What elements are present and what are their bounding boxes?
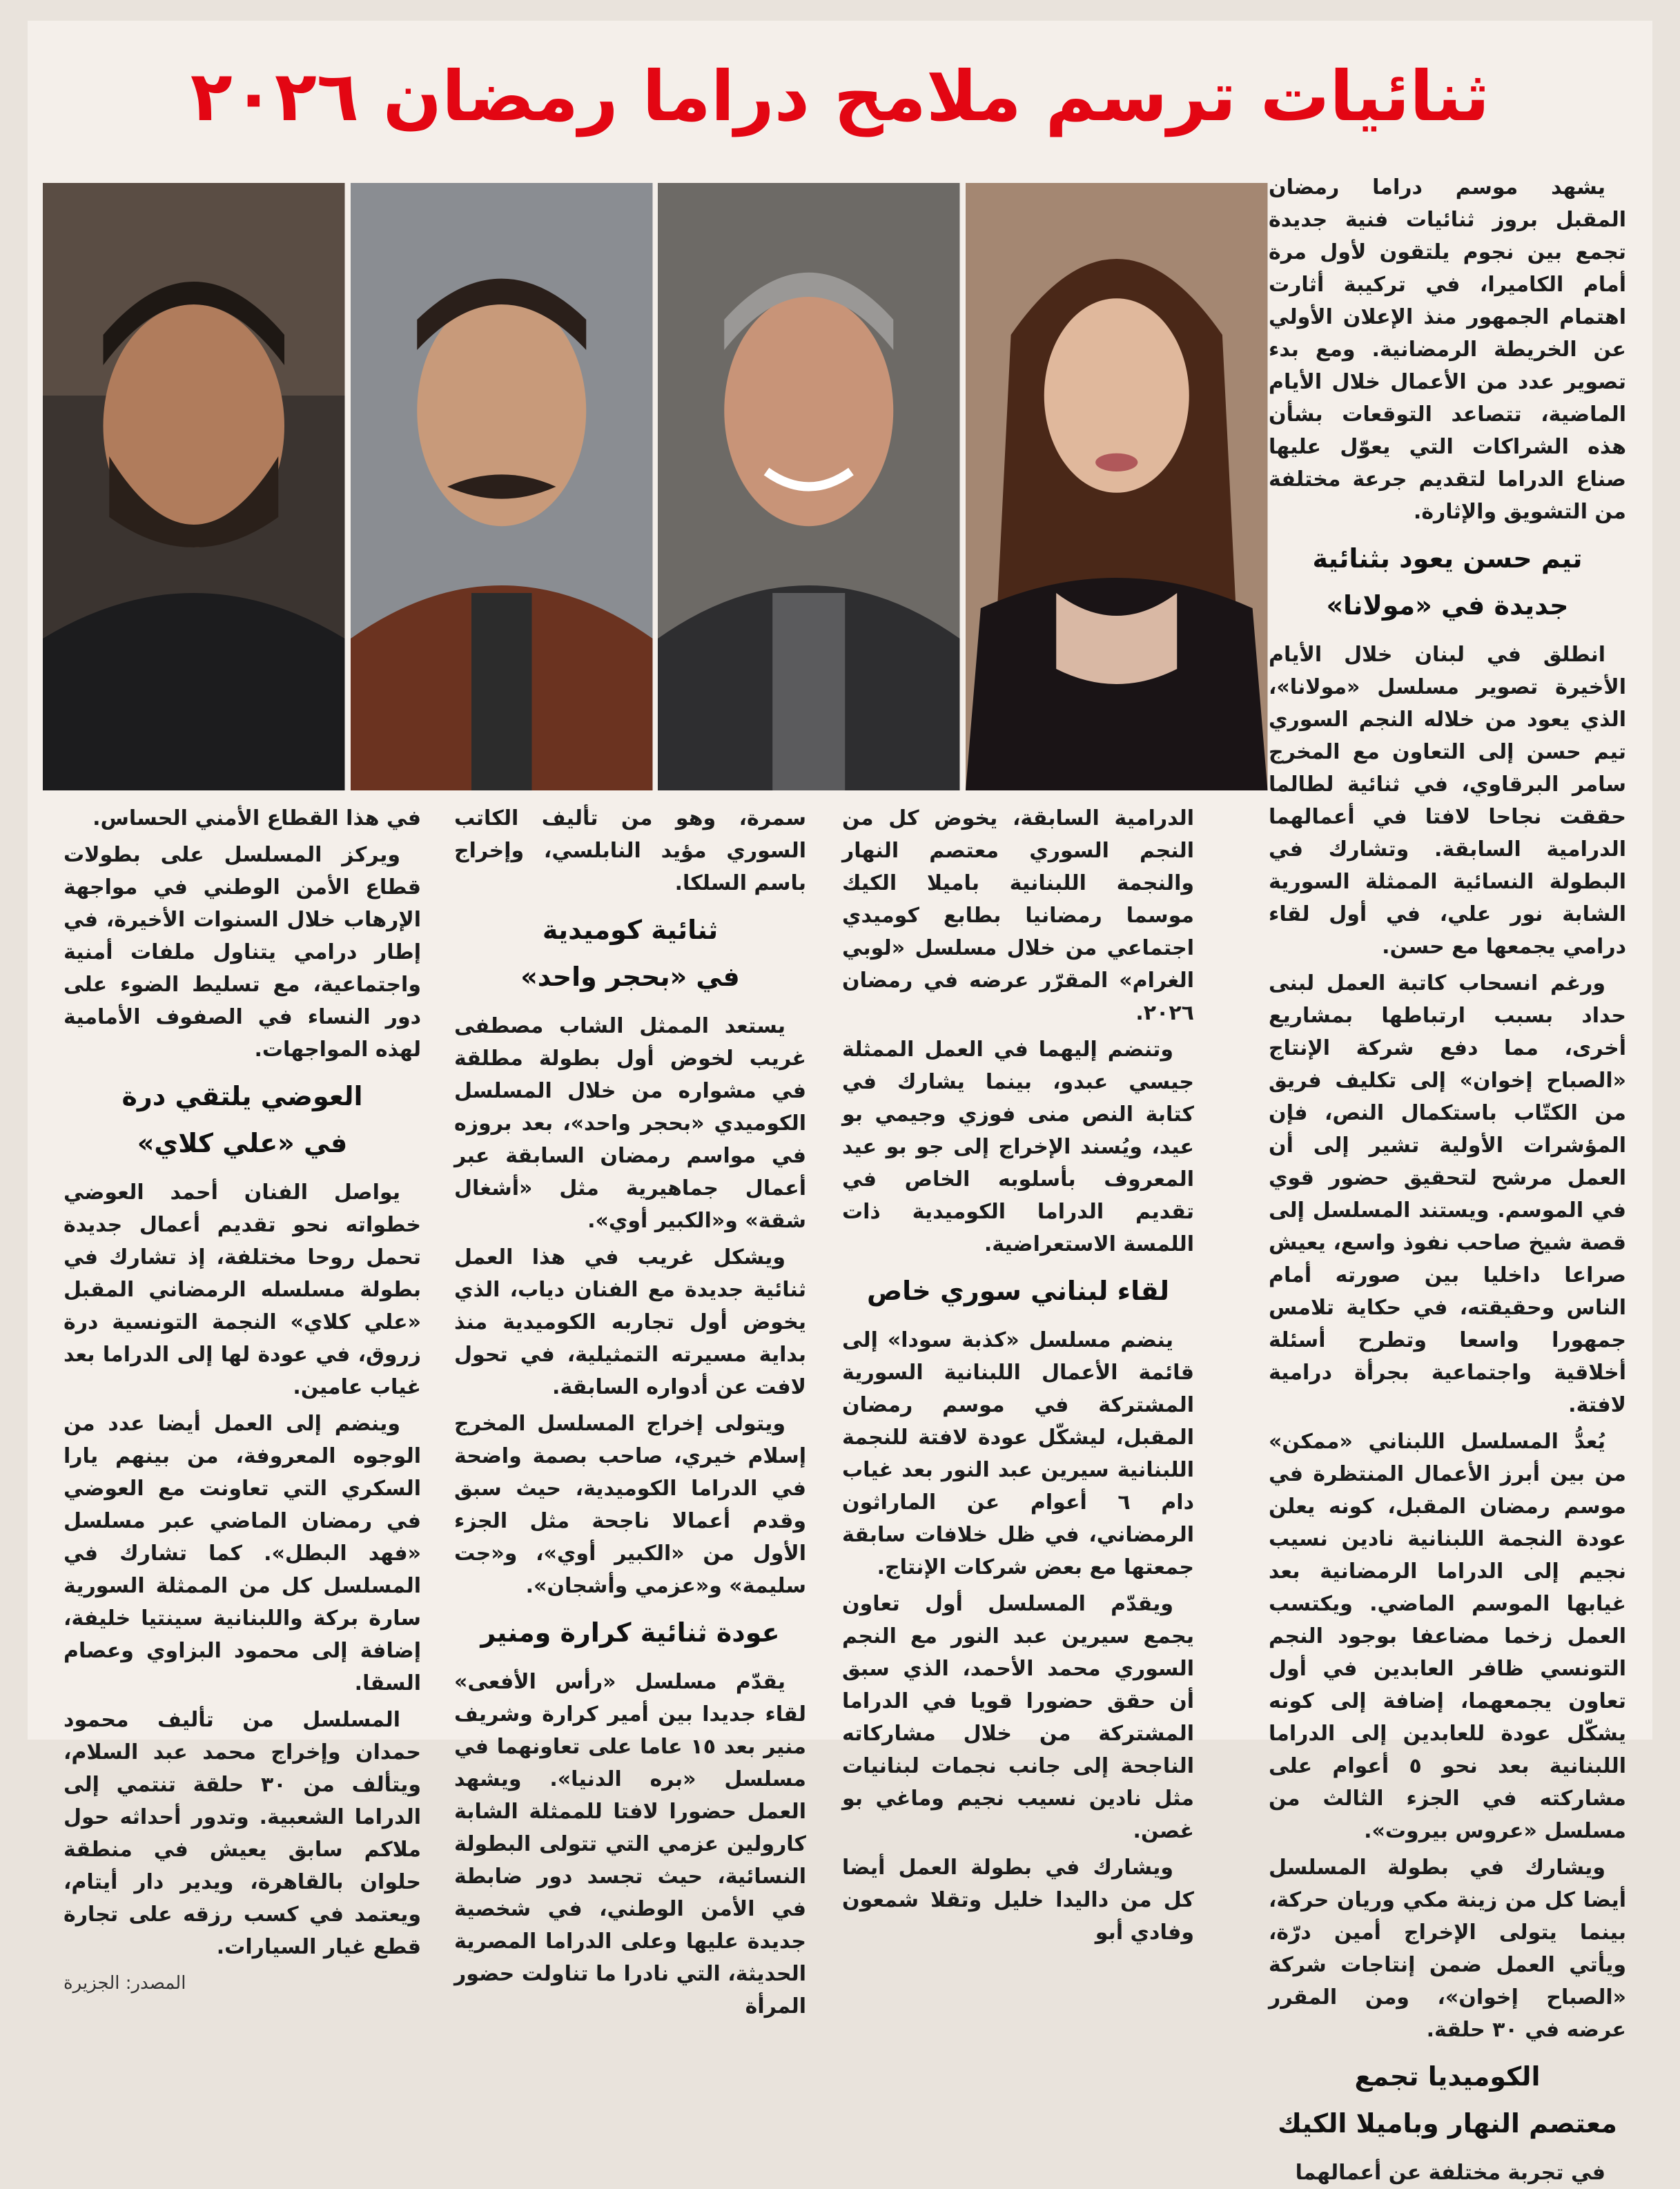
subheading-comedy-duo (454, 906, 806, 1000)
paragraph: يُعدُّ المسلسل اللبناني «ممكن» من بين أبرز الأعمال المنتظرة في موسم رمضان المقبل، كونه يعلن عودة النجمة اللبنانية نادين نسيب نجيم إلى الدراما الرمضانية بعد غيابها الموسم الماضي. ويكتسب العمل زخما مضاعفا بوجود النجم التونسي ظافر العابدين في أول تعاون يجمعهما، إضافة إلى كونه يشكّل عودة للعابدين إلى الدراما اللبنانية بعد نحو ٥ أعوام على مشاركته في الجزء الثالث من مسلسل «عروس بيروت». (1269, 1430, 1626, 1843)
portrait-man-mustache-leather-jacket-icon (351, 183, 653, 790)
subheading-line-1: ثنائية كوميدية (542, 915, 719, 945)
paragraph: وينضم إلى العمل أيضا عدد من الوجوه المعروفة، من بينهم يارا السكري التي تعاونت مع العوضي في رمضان الماضي عبر مسلسل «فهد البطل». كما تشارك في المسلسل كل من الممثلة السورية سارة بركة واللبنانية سينتيا خليفة، إضافة إلى محمود البزاوي وعصام السقا. (64, 1412, 421, 1695)
subheading-line-1: الكوميديا تجمع (1354, 2061, 1541, 2092)
subheading-taim-hassan (1269, 535, 1626, 629)
subheading-line-1: العوضي يلتقي درة (121, 1081, 363, 1111)
subheading-line-2: في «بحجر واحد» (520, 962, 740, 992)
paragraph: ينضم مسلسل «كذبة سودا» إلى قائمة الأعمال اللبنانية السورية المشتركة في موسم رمضان المقبل، ليشكّل عودة لافتة للنجمة اللبنانية سيرين عبد النور بعد غياب دام ٦ أعوام عن الماراثون الرمضاني، في ظل خلافات سابقة جمعتها مع بعض شركات الإنتاج. (842, 1328, 1194, 1579)
paragraph: في هذا القطاع الأمني الحساس. (92, 806, 421, 830)
paragraph: ويقدّم المسلسل أول تعاون يجمع سيرين عبد النور مع النجم السوري محمد الأحمد، الذي سبق أن حقق حضورا قويا في الدراما المشتركة من خلال مشاركاته الناجحة إلى جانب نجمات لبنانيات مثل نادين نسيب نجيم وماغي بو غصن. (842, 1592, 1194, 1843)
paragraph: سمرة، وهو من تأليف الكاتب السوري مؤيد النابلسي، وإخراج باسم السلكا. (454, 806, 806, 895)
photo-actress (966, 183, 1268, 790)
subheading-line-1: تيم حسن يعود بثنائية (1312, 543, 1583, 574)
paragraph: في تجربة مختلفة عن أعمالهما (1295, 2161, 1605, 2185)
newspaper-page (28, 21, 1652, 2185)
paragraph: ويركز المسلسل على بطولات قطاع الأمن الوطني في مواجهة الإرهاب خلال السنوات الأخيرة، في إطار درامي يتناول ملفات أمنية واجتماعية، مع تسليط الضوء على دور النساء في الصفوف الأمامية لهذه المواجهات. (64, 843, 421, 1062)
column-left (64, 802, 422, 1994)
paragraph: المسلسل من تأليف محمود حمدان وإخراج محمد عبد السلام، ويتألف من ٣٠ حلقة تنتمي إلى الدراما الشعبية. وتدور أحداثه حول ملاكم سابق يعيش في منطقة حلوان بالقاهرة، ويدير دار أيتام، ويعتمد في كسب رزقه على تجارة قطع غيار السيارات. (64, 1708, 422, 1959)
paragraph: ويشكل غريب في هذا العمل ثنائية جديدة مع الفنان دياب، الذي يخوض أول تجاربه الكوميدية منذ بداية مسيرته التمثيلية، في تحول لافت عن أدواره السابقة. (454, 1245, 806, 1399)
portrait-man-curly-hair-beard-icon (43, 183, 345, 790)
paragraph: الدرامية السابقة، يخوض كل من النجم السوري معتصم النهار والنجمة اللبنانية باميلا الكيك موسما رمضانيا بطابع كوميدي اجتماعي من خلال مسلسل «لوبي الغرام» المقرّر عرضه في رمضان ٢٠٢٦. (842, 806, 1194, 1025)
paragraph: يستعد الممثل الشاب مصطفى غريب لخوض أول بطولة مطلقة في مشواره من خلال المسلسل الكوميدي «بحجر واحد»، بعد بروزه في مواسم رمضان السابقة عبر أعمال جماهيرية مثل «أشغال شقة» و«الكبير أوي». (454, 1014, 806, 1233)
intro-paragraph: يشهد موسم دراما رمضان المقبل بروز ثنائيات فنية جديدة تجمع بين نجوم يلتقون لأول مرة أمام الكاميرا، في تركيبة أثارت اهتمام الجمهور منذ الإعلان الأولي عن الخريطة الرمضانية. ومع بدء تصوير عدد من الأعمال خلال الأيام الماضية، تتصاعد التوقعات بشأن هذه الشراكات التي يعوّل عليها صناع الدراما لتقديم جرعة مختلفة من التشويق والإثارة. (1269, 175, 1626, 524)
photo-actor-1 (43, 183, 345, 790)
headline: ثنائيات ترسم ملامح دراما رمضان ٢٠٢٦ (190, 56, 1490, 137)
paragraph: يقدّم مسلسل «رأس الأفعى» لقاء جديدا بين أمير كرارة وشريف منير بعد ١٥ عاما على تعاونهما في مسلسل «بره الدنيا». ويشهد العمل حضورا لافتا للممثلة الشابة كارولين عزمي التي تتولى البطولة النسائية، حيث تجسد دور ضابطة في الأمن الوطني، في شخصية جديدة عليها وعلى الدراما المصرية الحديثة، التي نادرا ما تناولت حضور المرأة (454, 1670, 806, 2018)
paragraph: ويشارك في بطولة المسلسل أيضا كل من زينة مكي وريان حركة، بينما يتولى الإخراج أمين درّة، ويأتي العمل ضمن إنتاجات شركة «الصباح إخوان»، ومن المقرر عرضه في ٣٠ حلقة. (1269, 1856, 1626, 2042)
column-center-left (454, 802, 806, 2018)
portrait-woman-long-hair-lace-dress-icon (966, 183, 1268, 790)
subheading-lebanese-syrian: لقاء لبناني سوري خاص (867, 1276, 1169, 1306)
source-credit: المصدر: الجزيرة (64, 1973, 186, 1994)
subheading-line-2: معتصم النهار وباميلا الكيك (1278, 2108, 1617, 2139)
column-right (1269, 171, 1626, 2185)
subheading-line-2: جديدة في «مولانا» (1326, 590, 1569, 621)
subheading-comedy (1269, 2053, 1626, 2147)
paragraph: انطلق في لبنان خلال الأيام الأخيرة تصوير مسلسل «مولانا»، الذي يعود من خلاله النجم السوري تيم حسن إلى التعاون مع المخرج سامر البرقاوي، في ثنائية لطالما حققت نجاحا لافتا في أعمالهما الدرامية السابقة. وتشارك في البطولة النسائية الممثلة السورية الشابة نور علي، في أول لقاء درامي يجمعها مع حسن. (1269, 643, 1626, 959)
paragraph: ويتولى إخراج المسلسل المخرج إسلام خيري، صاحب بصمة واضحة في الدراما الكوميدية، حيث سبق وقدم أعمالا ناجحة مثل الجزء الأول من «الكبير أوي»، و«جت سليمة» و«عزمي وأشجان». (454, 1412, 806, 1598)
subheading-awadi-dorra (64, 1073, 421, 1167)
subheading-line-2: في «علي كلاي» (137, 1128, 348, 1158)
paragraph: ويشارك في بطولة العمل أيضا كل من داليدا خليل وتقلا شمعون وفادي أبو (842, 1856, 1194, 1945)
paragraph: ورغم انسحاب كاتبة العمل لبنى حداد بسبب ارتباطها بمشاريع أخرى، مما دفع شركة الإنتاج «الصباح إخوان» إلى تكليف فريق من الكتّاب باستكمال النص، فإن المؤشرات الأولية تشير إلى أن العمل مرشح لتحقيق حضور قوي في الموسم. ويستند المسلسل إلى قصة شيخ صاحب نفوذ واسع، يعيش صراعا داخليا بين صورته أمام الناس وحقيقته، في حكاية تلامس جمهورا واسعا وتطرح أسئلة أخلاقية واجتماعية بجرأة درامية لافتة. (1269, 971, 1626, 1417)
subheading-karara-mounir: عودة ثنائية كرارة ومنير (480, 1617, 780, 1648)
photo-actor-2 (351, 183, 653, 790)
photo-actor-3 (658, 183, 960, 790)
paragraph: وتنضم إليهما في العمل الممثلة جيسي عبدو، بينما يشارك في كتابة النص منى فوزي وجيمي بو عيد، ويُسند الإخراج إلى جو بو عيد المعروف بأسلوبه الخاص في تقديم الدراما الكوميدية ذات اللمسة الاستعراضية. (842, 1038, 1194, 1256)
paragraph: يواصل الفنان أحمد العوضي خطواته نحو تقديم أعمال جديدة تحمل روحا مختلفة، إذ تشارك في بطولة مسلسله الرمضاني المقبل «علي كلاي» النجمة التونسية درة زروق، في عودة لها إلى الدراما بعد غياب عامين. (64, 1180, 421, 1399)
portrait-man-gray-hair-smiling-icon (658, 183, 960, 790)
column-center-right (842, 802, 1194, 1945)
photo-strip (43, 183, 1267, 790)
